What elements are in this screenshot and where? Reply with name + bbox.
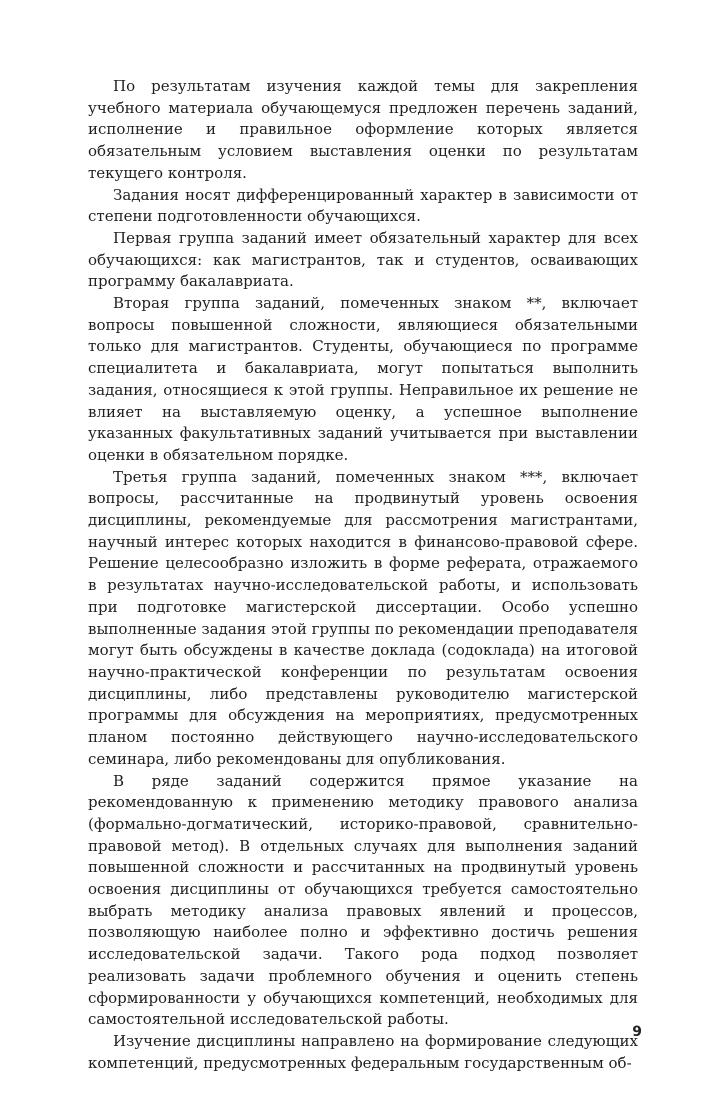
paragraph-5: Третья группа заданий, помеченных знаком ***, включает вопросы, рассчитанные на продвинутый уровень освоения дисциплины, рекомендуемые для рассмотрения магистрантами, научный интерес которых находится в финансово-правовой сфере. Решение целесообразно изложить в форме реферата, отражаемого в результатах научно-исследовательской работы, и использовать при подготовке магистерской диссертации. Особо успешно выполненные задания этой группы по рекомендации преподавателя могут быть обсуждены в качестве доклада (содоклада) на итоговой научно-практической конференции по результатам освоения дисциплины, либо представлены руководителю магистерской программы для обсуждения на мероприятиях, предусмотренных планом постоянно действующего научно-исследовательского семинара, либо рекомендованы для опубликования. <box>88 467 638 768</box>
paragraph-1: По результатам изучения каждой темы для закрепления учебного материала обучающемуся предложен перечень заданий, исполнение и правильное оформление которых является обязательным условием выставления оценки по результатам текущего контроля. <box>88 77 638 182</box>
page-number: 9 <box>632 1024 642 1040</box>
paragraph-7: Изучение дисциплины направлено на формирование следующих компетенций, предусмотренных федеральным государственным об- <box>88 1031 638 1072</box>
paragraph-2: Задания носят дифференцированный характер в зависимости от степени подготовленности обучающихся. <box>88 185 638 226</box>
page-body <box>88 76 638 1076</box>
paragraph-4: Вторая группа заданий, помеченных знаком **, включает вопросы повышенной сложности, являющиеся обязательными только для магистрантов. Студенты, обучающиеся по программе специалитета и бакалавриата, могут попытаться выполнить задания, относящиеся к этой группы. Неправильное их решение не влияет на выставляемую оценку, а успешное выполнение указанных факультативных заданий учитывается при выставлении оценки в обязательном порядке. <box>88 294 638 464</box>
paragraph-3: Первая группа заданий имеет обязательный характер для всех обучающихся: как магистрантов, так и студентов, осваивающих программу бакалавриата. <box>88 228 638 291</box>
paragraph-6: В ряде заданий содержится прямое указание на рекомендованную к применению методику правового анализа (формально-догматический, историко-правовой, сравнительно-правовой метод). В отдельных случаях для выполнения заданий повышенной сложности и рассчитанных на продвинутый уровень освоения дисциплины от обучающихся требуется самостоятельно выбрать методику анализа правовых явлений и процессов, позволяющую наиболее полно и эффективно достичь решения исследовательской задачи. Такого рода подход позволяет реализовать задачи проблемного обучения и оценить степень сформированности у обучающихся компетенций, необходимых для самостоятельной исследовательской работы. <box>88 771 638 1029</box>
